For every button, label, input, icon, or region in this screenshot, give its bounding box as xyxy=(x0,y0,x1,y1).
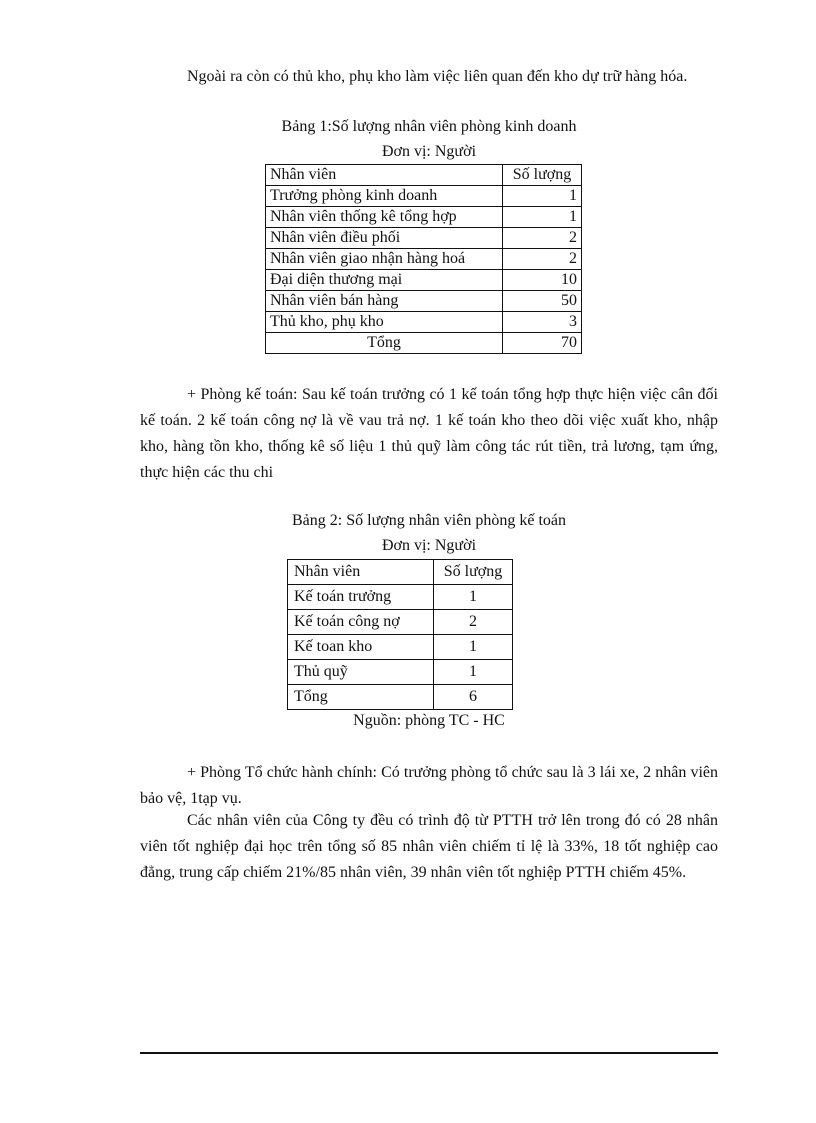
header-cell: Nhân viên xyxy=(266,165,503,186)
row-value: 2 xyxy=(503,228,582,249)
row-value: 1 xyxy=(503,207,582,228)
row-label: Nhân viên thống kê tổng hợp xyxy=(266,207,503,228)
table-row xyxy=(266,291,582,312)
row-label: Tổng xyxy=(288,685,434,710)
row-label: Nhân viên điều phối xyxy=(266,228,503,249)
table2-unit: Đơn vị: Người xyxy=(381,537,477,554)
table2-source: Nguồn: phòng TC - HC xyxy=(353,712,505,729)
row-value: 2 xyxy=(434,610,513,635)
row-value: 1 xyxy=(434,585,513,610)
row-value: 3 xyxy=(503,312,582,333)
row-label: Kế toán trưởng xyxy=(288,585,434,610)
table-header-row xyxy=(266,165,582,186)
admin-paragraph: + Phòng Tổ chức hành chính: Có trưởng phòng tổ chức sau là 3 lái xe, 2 nhân viên bảo vệ, 1tạp vụ. xyxy=(140,764,718,807)
header-cell: Nhân viên xyxy=(288,560,434,585)
table-total-row xyxy=(266,333,582,354)
row-label: Kế toan kho xyxy=(288,635,434,660)
row-label: Đại diện thương mại xyxy=(266,270,503,291)
table1-sales-staff xyxy=(265,164,582,354)
table-row xyxy=(266,312,582,333)
row-label: Kế toán công nợ xyxy=(288,610,434,635)
row-value: 10 xyxy=(503,270,582,291)
row-label: Thủ quỹ xyxy=(288,660,434,685)
header-cell: Số lượng xyxy=(503,165,582,186)
total-value: 70 xyxy=(503,333,582,354)
table2-caption: Bảng 2: Số lượng nhân viên phòng kế toán xyxy=(292,512,566,529)
intro-paragraph: Ngoài ra còn có thủ kho, phụ kho làm việc liên quan đến kho dự trữ hàng hóa. xyxy=(187,68,688,85)
row-label: Thủ kho, phụ kho xyxy=(266,312,503,333)
table1-unit: Đơn vị: Người xyxy=(381,143,477,160)
row-value: 2 xyxy=(503,249,582,270)
row-label: Trưởng phòng kinh doanh xyxy=(266,186,503,207)
row-value: 6 xyxy=(434,685,513,710)
row-value: 1 xyxy=(434,635,513,660)
table-row xyxy=(288,610,513,635)
staff-education-paragraph: Các nhân viên của Công ty đều có trình độ từ PTTH trở lên trong đó có 28 nhân viên tốt nghiệp đại học trên tổng số 85 nhân viên chiếm tỉ lệ là 33%, 18 tốt nghiệp cao đẳng, trung cấp chiếm 21%/85 nhân viên, 39 nhân viên tốt nghiệp PTTH chiếm 45%. xyxy=(140,812,718,881)
table-row xyxy=(288,585,513,610)
table-row xyxy=(266,228,582,249)
table2-accounting-staff xyxy=(287,559,513,710)
total-label: Tổng xyxy=(266,333,503,354)
header-cell: Số lượng xyxy=(434,560,513,585)
accounting-paragraph: + Phòng kế toán: Sau kế toán trưởng có 1 kế toán tổng hợp thực hiện việc cân đối kế toán. 2 kế toán công nợ là về vau trả nợ. 1 kế toán kho theo dõi việc xuất kho, nhập kho, hàng tồn kho, thống kê số liệu 1 thủ quỹ làm công tác rút tiền, trả lương, tạm ứng, thực hiện các thu chi xyxy=(140,386,718,481)
row-value: 1 xyxy=(434,660,513,685)
table-header-row xyxy=(288,560,513,585)
row-label: Nhân viên giao nhận hàng hoá xyxy=(266,249,503,270)
table-row xyxy=(288,635,513,660)
footer-rule xyxy=(140,1052,718,1054)
row-label: Nhân viên bán hàng xyxy=(266,291,503,312)
table-row xyxy=(266,249,582,270)
table1-caption: Bảng 1:Số lượng nhân viên phòng kinh doanh xyxy=(281,118,577,135)
table-total-row xyxy=(288,685,513,710)
table-row xyxy=(288,660,513,685)
row-value: 50 xyxy=(503,291,582,312)
table-row xyxy=(266,207,582,228)
row-value: 1 xyxy=(503,186,582,207)
table-row xyxy=(266,186,582,207)
table-row xyxy=(266,270,582,291)
